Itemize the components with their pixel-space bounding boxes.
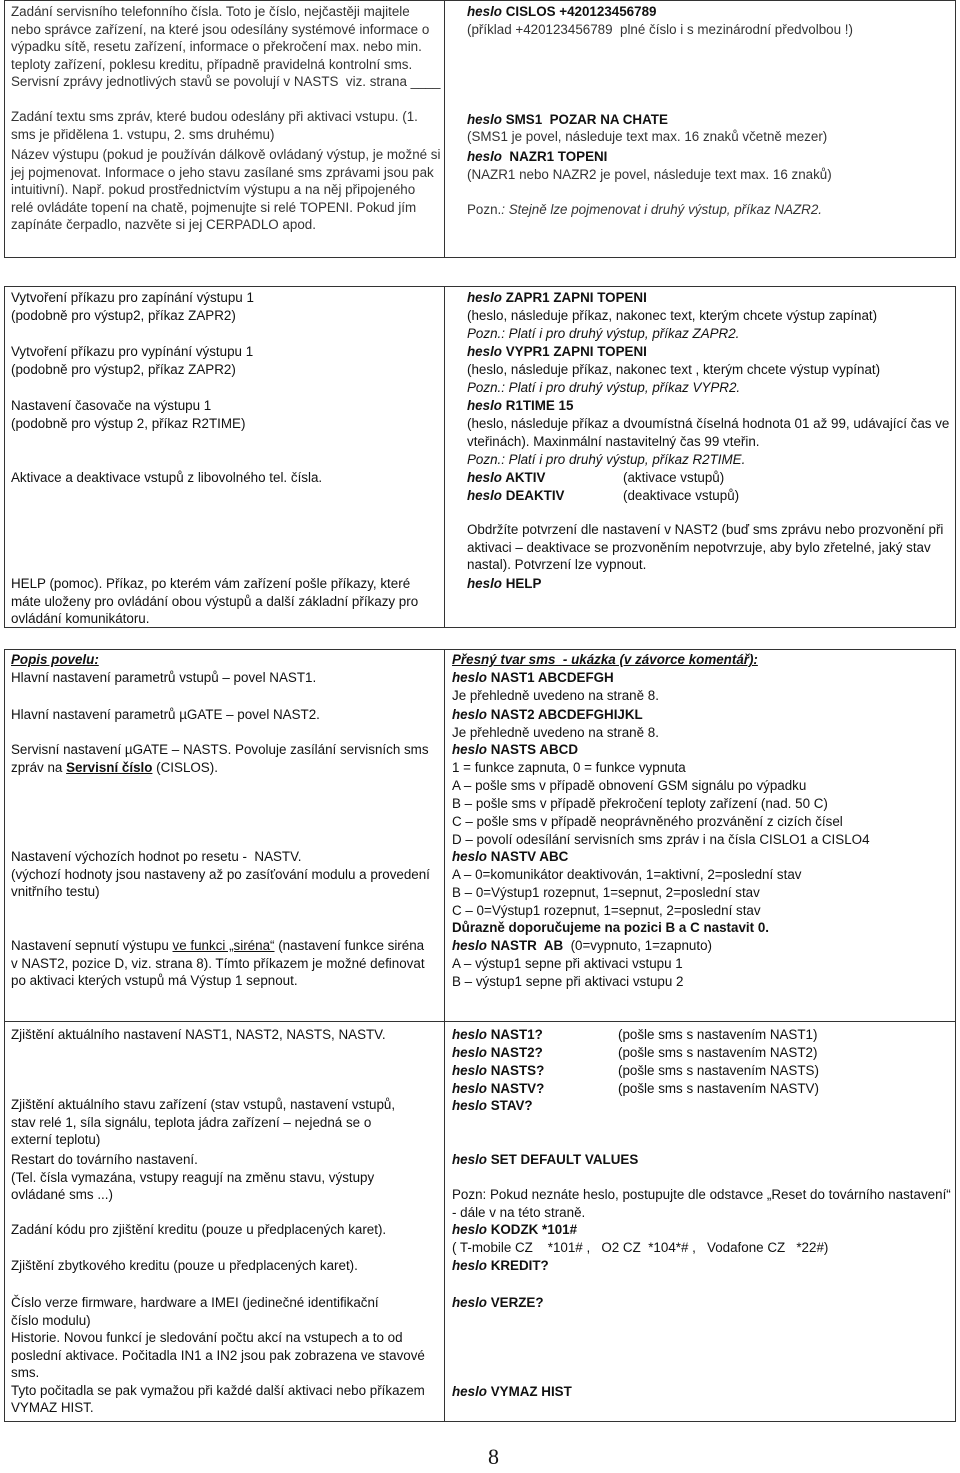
query-note: (pošle sms s nastavením NAST2) xyxy=(618,1045,818,1060)
vypr-pozn: Pozn.: Platí i pro druhý výstup, příkaz VYPR2. xyxy=(467,380,741,395)
kredit-description: Zjištění zbytkového kreditu (pouze u předplacených karet). xyxy=(11,1258,358,1273)
nast1-note: Je přehledně uvedeno na straně 8. xyxy=(452,688,659,703)
vypr-note: (heslo, následuje příkaz, nakonec text , kterým chcete výstup vypínat) xyxy=(467,362,881,377)
kodzk-description: Zadání kódu pro zjištění kreditu (pouze u předplacených karet). xyxy=(11,1222,387,1237)
nastv-line: A – 0=komunikátor deaktivován, 1=aktivní, 2=poslední stav xyxy=(452,867,802,882)
nast2-description: Hlavní nastavení parametrů µGATE – povel NAST2. xyxy=(11,707,320,722)
verze-command: heslo VERZE? xyxy=(452,1295,544,1310)
nastv-description: Nastavení výchozích hodnot po resetu - NASTV. (výchozí hodnoty jsou nastaveny až po zasíťování modulu a provedení vnitřního testu) xyxy=(11,849,430,899)
kodzk-note: ( T-mobile CZ *101# , O2 CZ *104*# , Vodafone CZ *22#) xyxy=(452,1240,829,1255)
nast1-description: Hlavní nastavení parametrů vstupů – povel NAST1. xyxy=(11,670,317,685)
hist-description: Historie. Novou funkcí je sledování počtu akcí na vstupech a to od poslední aktivace. Počitadla IN1 a IN2 jsou pak zobrazena ve stavové sms. Tyto počitadla se pak vymažou při každé další aktivaci nebo příkazem VYMAZ HIST. xyxy=(11,1330,425,1415)
cislos-command: heslo CISLOS +420123456789 xyxy=(467,4,657,19)
section-3-divider xyxy=(444,649,445,1422)
nastr-line: A – výstup1 sepne při aktivaci vstupu 1 xyxy=(452,956,683,971)
zapr-description: Vytvoření příkazu pro zapínání výstupu 1 (podobně pro výstup2, příkaz ZAPR2) xyxy=(11,290,254,323)
zapr-note: (heslo, následuje příkaz, nakonec text, kterým chcete výstup zapínat) xyxy=(467,308,878,323)
query-command: heslo NASTV? xyxy=(452,1081,545,1096)
nastr-description: Nastavení sepnutí výstupu ve funkci „siréna“ (nastavení funkce siréna v NAST2, pozice D, viz. strana 8). Tímto příkazem je možné definovat po aktivaci kterých vstupů má Výstup 1 sepnout. xyxy=(11,938,429,988)
nast1-command: heslo NAST1 ABCDEFGH xyxy=(452,670,614,685)
time-description: Nastavení časovače na výstupu 1 (podobně pro výstup 2, příkaz R2TIME) xyxy=(11,398,246,431)
kodzk-command: heslo KODZK *101# xyxy=(452,1222,578,1237)
aktiv-description: Aktivace a deaktivace vstupů z libovolného tel. čísla. xyxy=(11,470,323,485)
query-note: (pošle sms s nastavením NASTV) xyxy=(618,1081,819,1096)
query-note: (pošle sms s nastavením NAST1) xyxy=(618,1027,818,1042)
aktiv-command: heslo AKTIV xyxy=(467,470,546,485)
aktiv-note: (aktivace vstupů) xyxy=(623,470,725,485)
page-number: 8 xyxy=(488,1444,499,1469)
reset-description: Restart do továrního nastavení. (Tel. čísla vymazána, vstupy reagují na změnu stavu, výstupy ovládané sms ...) xyxy=(11,1152,375,1202)
nast2-command: heslo NAST2 ABCDEFGHIJKL xyxy=(452,707,643,722)
nastv-line: C – 0=Výstup1 rozepnut, 1=sepnut, 2=poslední stav xyxy=(452,903,761,918)
nasts-line: C – pošle sms v případě neoprávněného prozvánění z cizích čísel xyxy=(452,814,843,829)
nazr-description: Název výstupu (pokud je používán dálkově ovládaný výstup, je možné si jej pojmenovat. Informace o jeho stavu zasílané sms zprávami jsou pak intuitivní). Např. pokud prostřednictvím výstupu a na něj připojeného relé ovládáte topení na chatě, pojmenujte si relé TOPENI. Pokud jím zapínáte čerpadlo, nazvěte si jej CERPADLO apod. xyxy=(11,147,445,232)
query-command: heslo NAST1? xyxy=(452,1027,543,1042)
zapr-command: heslo ZAPR1 ZAPNI TOPENI xyxy=(467,290,647,305)
nazr-command: heslo NAZR1 TOPENI xyxy=(467,149,608,164)
sms1-command: heslo SMS1 POZAR NA CHATE xyxy=(467,112,668,127)
nazr-note: (NAZR1 nebo NAZR2 je povel, následuje text max. 16 znaků) xyxy=(467,167,832,182)
row-separator-1 xyxy=(4,1021,956,1022)
nasts-description: Servisní nastavení µGATE – NASTS. Povoluje zasílání servisních sms zpráv na Servisní číslo (CISLOS). xyxy=(11,742,433,775)
format-header: Přesný tvar sms - ukázka (v závorce komentář): xyxy=(452,652,758,667)
time-pozn: Pozn.: Platí i pro druhý výstup, příkaz R2TIME. xyxy=(467,452,746,467)
verze-description: Číslo verze firmware, hardware a IMEI (jedinečné identifikační číslo modulu) xyxy=(11,1295,383,1328)
time-command: heslo R1TIME 15 xyxy=(467,398,574,413)
nastv-recommendation: Důrazně doporučujeme na pozici B a C nastavit 0. xyxy=(452,920,769,935)
deaktiv-command: heslo DEAKTIV xyxy=(467,488,565,503)
kredit-command: heslo KREDIT? xyxy=(452,1258,549,1273)
help-command: heslo HELP xyxy=(467,576,542,591)
cislos-description: Zadání servisního telefonního čísla. Toto je číslo, nejčastěji majitele nebo správce zařízení, na které jsou odesílány systémové informace o výpadku sítě, resetu zařízení, informace o překročení max. nebo min. teploty zařízení, poklesu kreditu, případně pravidelná kontrolní sms. Servisní zprávy jednotlivých stavů se povolují v NASTS viz. strana ____ xyxy=(11,4,441,89)
sms-description: Zadání textu sms zpráv, které budou odeslány při aktivaci vstupu. (1. sms je přidělena 1. vstupu, 2. sms druhému) xyxy=(11,109,422,142)
nast2-note: Je přehledně uvedeno na straně 8. xyxy=(452,725,659,740)
cislos-note: (příklad +420123456789 plné číslo i s mezinárodní předvolbou !) xyxy=(467,22,853,37)
nasts-line: 1 = funkce zapnuta, 0 = funkce vypnuta xyxy=(452,760,686,775)
query-note: (pošle sms s nastavením NASTS) xyxy=(618,1063,819,1078)
servisni-cislo-link: Servisní číslo xyxy=(66,759,153,775)
sms1-note: (SMS1 je povel, následuje text max. 16 znaků včetně mezer) xyxy=(467,129,828,144)
nasts-line: D – povolí odesílání servisních sms zpráv i na čísla CISLO1 a CISLO4 xyxy=(452,832,870,847)
zapr-pozn: Pozn.: Platí i pro druhý výstup, příkaz ZAPR2. xyxy=(467,326,740,341)
nasts-command: heslo NASTS ABCD xyxy=(452,742,578,757)
deaktiv-note: (deaktivace vstupů) xyxy=(623,488,740,503)
section-2-divider xyxy=(444,286,445,628)
query-description: Zjištění aktuálního nastavení NAST1, NAST2, NASTS, NASTV. xyxy=(11,1027,386,1042)
vypr-command: heslo VYPR1 ZAPNI TOPENI xyxy=(467,344,647,359)
hist-command: heslo VYMAZ HIST xyxy=(452,1384,572,1399)
section-1-divider xyxy=(444,0,445,258)
reset-command: heslo SET DEFAULT VALUES xyxy=(452,1152,639,1167)
nasts-line: B – pošle sms v případě překročení teploty zařízení (nad. 50 C) xyxy=(452,796,828,811)
query-command: heslo NASTS? xyxy=(452,1063,545,1078)
stav-description: Zjištění aktuálního stavu zařízení (stav vstupů, nastavení vstupů, stav relé 1, síla signálu, teplota jádra zařízení – nejedná se o externí teplotu) xyxy=(11,1097,399,1147)
nastr-command: heslo NASTR AB (0=vypnuto, 1=zapnuto) xyxy=(452,938,713,953)
vypr-description: Vytvoření příkazu pro vypínání výstupu 1 (podobně pro výstup2, příkaz ZAPR2) xyxy=(11,344,254,377)
reset-note: Pozn: Pokud neznáte heslo, postupujte dle odstavce „Reset do továrního nastavení“ - dále v na této straně. xyxy=(452,1187,955,1220)
nasts-line: A – pošle sms v případě obnovení GSM signálu po výpadku xyxy=(452,778,807,793)
nastv-line: B – 0=Výstup1 rozepnut, 1=sepnut, 2=poslední stav xyxy=(452,885,760,900)
sirena-link: ve funkci „siréna“ xyxy=(172,938,275,953)
confirm-note: Obdržíte potvrzení dle nastavení v NAST2 (buď sms zprávu nebo prozvonění při aktivaci – deaktivace se prozvoněním nepotvrzuje, aby bylo zřetelné, jaký stav nastal). Potvrzení lze vypnout. xyxy=(467,522,948,572)
query-command: heslo NAST2? xyxy=(452,1045,543,1060)
nazr-pozn: Pozn.: Stejně lze pojmenovat i druhý výstup, příkaz NAZR2. xyxy=(467,202,823,217)
popis-header: Popis povelu: xyxy=(11,652,99,667)
stav-command: heslo STAV? xyxy=(452,1098,533,1113)
time-note: (heslo, následuje příkaz a dvoumístná číselná hodnota 01 až 99, udávající čas ve vteřinách). Maxinmální nastavitelný čas 99 vteřin. xyxy=(467,416,954,449)
nastr-line: B – výstup1 sepne při aktivaci vstupu 2 xyxy=(452,974,684,989)
nastv-command: heslo NASTV ABC xyxy=(452,849,569,864)
help-description: HELP (pomoc). Příkaz, po kterém vám zařízení pošle příkazy, které máte uloženy pro ovládání obou výstupů a další základní příkazy pro ovládání komunikátoru. xyxy=(11,576,422,626)
